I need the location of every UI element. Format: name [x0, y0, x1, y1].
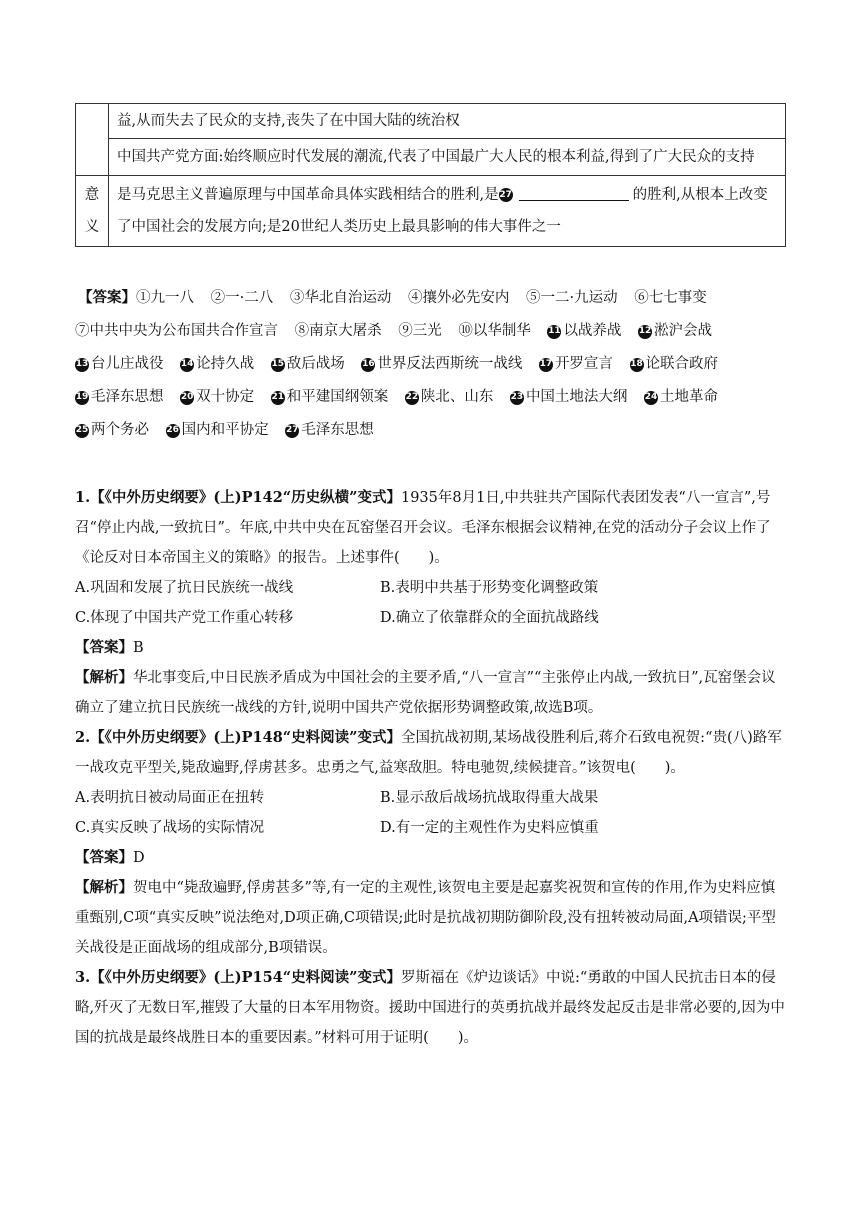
questions-section — [75, 483, 786, 1053]
circled-number: 24 — [644, 391, 658, 405]
table-cell: 中国共产党方面:始终顺应时代发展的潮流,代表了中国最广大人民的根本利益,得到了广大民众的支持 — [109, 139, 786, 176]
item-text: 九一八 — [150, 290, 194, 306]
answer-line — [75, 843, 786, 873]
answer-item — [180, 356, 254, 372]
item-text: 陕北、山东 — [420, 389, 494, 405]
answer-item — [75, 422, 149, 438]
answer-value: D — [133, 850, 145, 866]
item-text: 毛泽东思想 — [301, 422, 374, 438]
item-number: ⑨ — [398, 323, 413, 339]
item-text: 国内和平协定 — [181, 422, 269, 438]
answer-item — [271, 356, 345, 372]
circled-number: 15 — [271, 358, 285, 372]
options-row — [75, 813, 786, 843]
answer-key-items — [75, 290, 730, 438]
item-text: 世界反法西斯统一战线 — [377, 356, 523, 372]
answer-item — [180, 389, 254, 405]
circled-number: 23 — [510, 391, 524, 405]
item-text: 论联合政府 — [645, 356, 719, 372]
analysis — [75, 873, 786, 963]
analysis-label: 【解析】 — [75, 669, 133, 686]
circled-number: 27 — [285, 424, 299, 438]
summary-table — [75, 103, 786, 247]
question-stem: 罗斯福在《炉边谈话》中说:“勇敢的中国人民抗击日本的侵略,歼灭了无数日军,摧毁了大量的日本军用物资。援助中国进行的英勇抗战并最终发起反击是非常必要的,因为中国的抗战是最终战胜日本的重要因素。”材料可用于证明( )。 — [75, 970, 785, 1046]
item-text: 双十协定 — [196, 389, 255, 405]
item-number: ⑩ — [458, 323, 473, 339]
answer-value: B — [133, 640, 144, 656]
circled-number: 25 — [75, 424, 89, 438]
answer-item — [644, 389, 718, 405]
answer-item — [136, 290, 194, 306]
table-label-cell-empty — [76, 104, 109, 176]
answer-item — [510, 389, 628, 405]
question-1 — [75, 483, 786, 573]
item-number: ① — [136, 290, 151, 306]
answer-item — [526, 290, 618, 306]
answer-item — [295, 323, 382, 339]
answer-label: 【答案】 — [75, 639, 133, 656]
question-2 — [75, 723, 786, 783]
circled-number: 14 — [180, 358, 194, 372]
circled-number: 13 — [75, 358, 89, 372]
item-number: ⑥ — [634, 290, 649, 306]
circled-number: 26 — [166, 424, 180, 438]
item-text: 开罗宣言 — [554, 356, 613, 372]
options-row — [75, 603, 786, 633]
item-text: 淞沪会战 — [654, 323, 713, 339]
table-cell — [109, 176, 786, 247]
circled-number: 20 — [180, 391, 194, 405]
answer-item — [75, 323, 278, 339]
option-c: C.体现了中国共产党工作重心转移 — [75, 610, 294, 626]
item-text: 一二·九运动 — [540, 290, 618, 306]
analysis-text: 华北事变后,中日民族矛盾成为中国社会的主要矛盾,“八一宣言”“主张停止内战,一致抗日”,瓦窑堡会议确立了建立抗日民族统一战线的方针,说明中国共产党依据形势调整政策,故选B项。 — [75, 670, 776, 716]
answer-item — [75, 356, 164, 372]
item-number: ⑧ — [294, 323, 310, 339]
analysis — [75, 663, 786, 723]
question-3 — [75, 963, 786, 1053]
item-number: ⑤ — [526, 290, 541, 306]
option-a: A.巩固和发展了抗日民族统一战线 — [75, 580, 294, 596]
item-text: 一·二八 — [225, 290, 274, 306]
answer-item — [458, 323, 531, 339]
table-text: 是马克思主义普遍原理与中国革命具体实践相结合的胜利,是 — [117, 187, 499, 203]
circled-number: 12 — [638, 325, 652, 339]
question-stem: 1935年8月1日,中共驻共产国际代表团发表“八一宣言”,号召“停止内战,一致抗日”。年底,中共中央在瓦窑堡召开会议。毛泽东根据会议精神,在党的活动分子会议上作了《论反对日本帝国主义的策略》的报告。上述事件( )。 — [75, 490, 771, 566]
item-text: 台儿庄战役 — [91, 356, 164, 372]
item-text: 两个务必 — [91, 422, 149, 438]
answer-item — [285, 422, 374, 438]
table-text: 的胜利,从根本上改变了中国社会的发展方向;是20世纪人类历史上最具影响的伟大事件之一 — [117, 187, 768, 235]
answer-label: 【答案】 — [75, 849, 133, 866]
circled-number: 18 — [630, 358, 644, 372]
item-text: 和平建国纲领案 — [286, 389, 389, 405]
table-cell: 益,从而失去了民众的支持,丧失了在中国大陆的统治权 — [109, 104, 786, 139]
answer-item — [75, 389, 164, 405]
answer-key-label: 【答案】 — [78, 289, 136, 306]
item-text: 土地革命 — [660, 389, 719, 405]
answer-item — [398, 323, 442, 339]
answer-item — [405, 389, 494, 405]
circled-number: 19 — [75, 391, 89, 405]
circled-number: 22 — [405, 391, 419, 405]
analysis-text: 贺电中“毙敌遍野,俘虏甚多”等,有一定的主观性,该贺电主要是起嘉奖祝贺和宣传的作用,作为史料应慎重甄别,C项“真实反映”说法绝对,D项正确,C项错误;此时是抗战初期防御阶段,没有扭转被动局面,A项错误;平型关战役是正面战场的组成部分,B项错误。 — [75, 880, 776, 956]
item-number: ④ — [407, 290, 423, 306]
table-row — [76, 104, 786, 139]
option-c: C.真实反映了战场的实际情况 — [75, 820, 265, 836]
answer-item — [290, 290, 392, 306]
question-stem: 全国抗战初期,某场战役胜利后,蒋介石致电祝贺:“贵(八)路军一战攻克平型关,毙敌遍野,俘虏甚多。忠勇之气,益寒敌胆。特电驰贺,续候捷音。”该贺电( )。 — [75, 730, 782, 776]
answer-item — [361, 356, 522, 372]
item-text: 中共中央为公布国共合作宣言 — [89, 323, 278, 339]
option-a: A.表明抗日被动局面正在扭转 — [75, 790, 265, 806]
answer-item — [547, 323, 621, 339]
answer-item — [638, 323, 712, 339]
item-text: 毛泽东思想 — [91, 389, 164, 405]
circled-number: 21 — [271, 391, 285, 405]
answer-key — [75, 281, 786, 447]
circled-number: 27 — [499, 190, 512, 200]
fill-in-blank — [519, 186, 629, 201]
item-text: 攘外必先安内 — [422, 290, 510, 306]
item-text: 论持久战 — [196, 356, 255, 372]
options-row — [75, 573, 786, 603]
item-text: 以战养战 — [563, 323, 622, 339]
circled-number: 17 — [539, 358, 553, 372]
answer-item — [271, 389, 389, 405]
item-text: 以华制华 — [472, 323, 531, 339]
table-row — [76, 139, 786, 176]
item-number: ③ — [289, 290, 305, 306]
question-source: 3.【《中外历史纲要》(上)P154“史料阅读”变式】 — [75, 969, 401, 986]
table-row — [76, 176, 786, 247]
option-b: B.显示敌后战场抗战取得重大战果 — [380, 790, 599, 806]
circled-number: 16 — [361, 358, 375, 372]
item-text: 七七事变 — [648, 290, 707, 306]
analysis-label: 【解析】 — [75, 879, 133, 896]
item-text: 三光 — [412, 323, 442, 339]
options-row — [75, 783, 786, 813]
item-text: 南京大屠杀 — [309, 323, 382, 339]
item-text: 中国土地法大纲 — [525, 389, 628, 405]
answer-item — [408, 290, 510, 306]
answer-item — [634, 290, 707, 306]
table-label-cell: 意义 — [76, 176, 109, 247]
option-d: D.确立了依靠群众的全面抗战路线 — [380, 610, 599, 626]
answer-item — [630, 356, 719, 372]
circled-number: 11 — [547, 325, 561, 339]
question-source: 2.【《中外历史纲要》(上)P148“史料阅读”变式】 — [75, 729, 401, 746]
answer-line — [75, 633, 786, 663]
item-text: 华北自治运动 — [304, 290, 392, 306]
item-text: 敌后战场 — [286, 356, 345, 372]
answer-item — [211, 290, 274, 306]
item-number: ⑦ — [75, 323, 90, 339]
question-source: 1.【《中外历史纲要》(上)P142“历史纵横”变式】 — [75, 489, 401, 506]
option-d: D.有一定的主观性作为史料应慎重 — [380, 820, 599, 836]
answer-item — [166, 422, 269, 438]
item-number: ② — [210, 290, 226, 306]
answer-item — [539, 356, 613, 372]
option-b: B.表明中共基于形势变化调整政策 — [380, 580, 599, 596]
